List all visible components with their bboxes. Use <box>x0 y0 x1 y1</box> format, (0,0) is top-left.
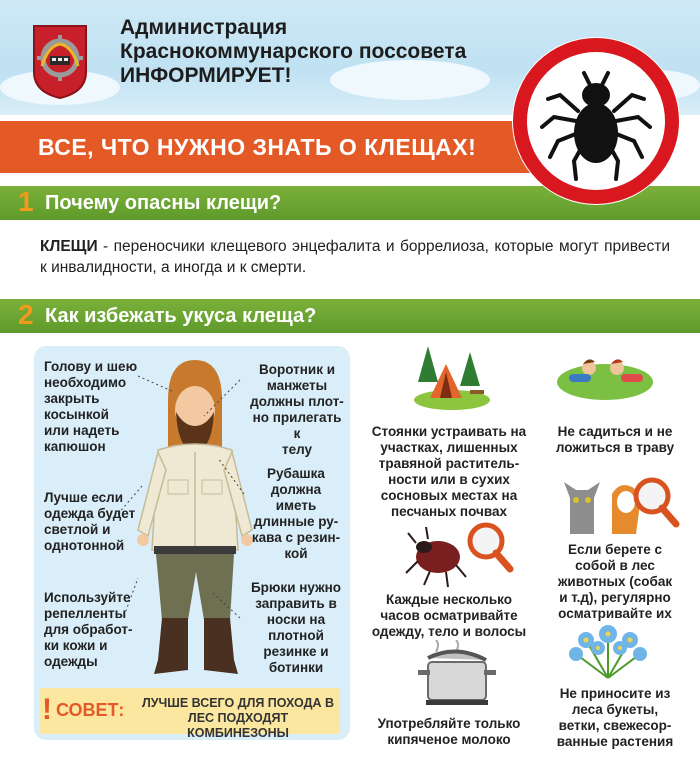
advice-title: СОВЕТ: <box>56 700 125 720</box>
section1-number: 1 <box>18 186 34 217</box>
header-line3: ИНФОРМИРУЕТ! <box>120 64 292 87</box>
label-clothes: Лучше если одежда будет светлой и однотонной <box>44 490 136 553</box>
cat-dog-magnifier-icon <box>560 464 680 536</box>
section2-bar <box>0 299 700 333</box>
label-trousers: Брюки нужно заправить в носки на плотной резинке и ботинки <box>250 580 342 675</box>
title-banner <box>0 121 575 173</box>
tip-grass: Не садиться и не ложиться в траву <box>555 424 675 455</box>
section1-body: - переносчики клещевого энцефалита и боррелиоза, которые могут привести к инвалидности, а иногда и к смерти. <box>40 238 670 276</box>
banner-title: ВСЕ, ЧТО НУЖНО ЗНАТЬ О КЛЕЩАХ! <box>38 134 477 160</box>
section1-lead: КЛЕЩИ <box>40 238 98 255</box>
section1-title: Почему опасны клещи? <box>45 192 282 214</box>
label-shirt: Рубашка должна иметь длинные ру- кава с резин- кой <box>251 466 341 561</box>
people-on-grass-icon <box>555 348 655 402</box>
boiling-pot-icon <box>416 640 498 708</box>
section1-text <box>40 236 670 278</box>
header-title <box>120 16 466 88</box>
advice-text: ЛУЧШЕ ВСЕГО ДЛЯ ПОХОДА В ЛЕС ПОДХОДЯТ КОМБИНЕЗОНЫ <box>141 696 335 740</box>
header-line1: Администрация <box>120 16 288 39</box>
label-head: Голову и шею необходимо закрыть косынкой или надеть капюшон <box>44 359 138 454</box>
tip-plants: Не приносите из леса букеты, ветки, свежесор- ванные растения <box>556 686 674 749</box>
label-collar: Воротник и манжеты должны плот- но прилегать к телу <box>250 362 344 457</box>
tick-stop-sign-icon <box>508 33 684 209</box>
emblem-icon <box>30 22 90 100</box>
tick-magnifier-icon <box>404 517 514 589</box>
header-line2: Краснокоммунарского поссовета <box>120 40 467 63</box>
section2-number: 2 <box>18 299 34 330</box>
label-repellent: Используйте репелленты для обработ- ки кожи и одежды <box>44 590 133 669</box>
camp-tent-icon <box>412 342 492 412</box>
advice-box <box>40 688 340 740</box>
tip-camp: Стоянки устраивать на участках, лишенных травяной раститель- ности или в сухих сосновых местах на песчаных почвах <box>371 424 527 519</box>
section2-title: Как избежать укуса клеща? <box>45 305 317 327</box>
flower-bouquet-icon <box>566 620 650 680</box>
tip-pets: Если берете с собой в лес животных (собак и т.д), регулярно осматривайте их <box>557 542 673 621</box>
advice-exclamation: ! <box>42 693 52 726</box>
tip-milk: Употребляйте только кипяченое молоко <box>377 716 521 747</box>
tip-inspect: Каждые несколько часов осматривайте одежду, тело и волосы <box>371 592 527 639</box>
